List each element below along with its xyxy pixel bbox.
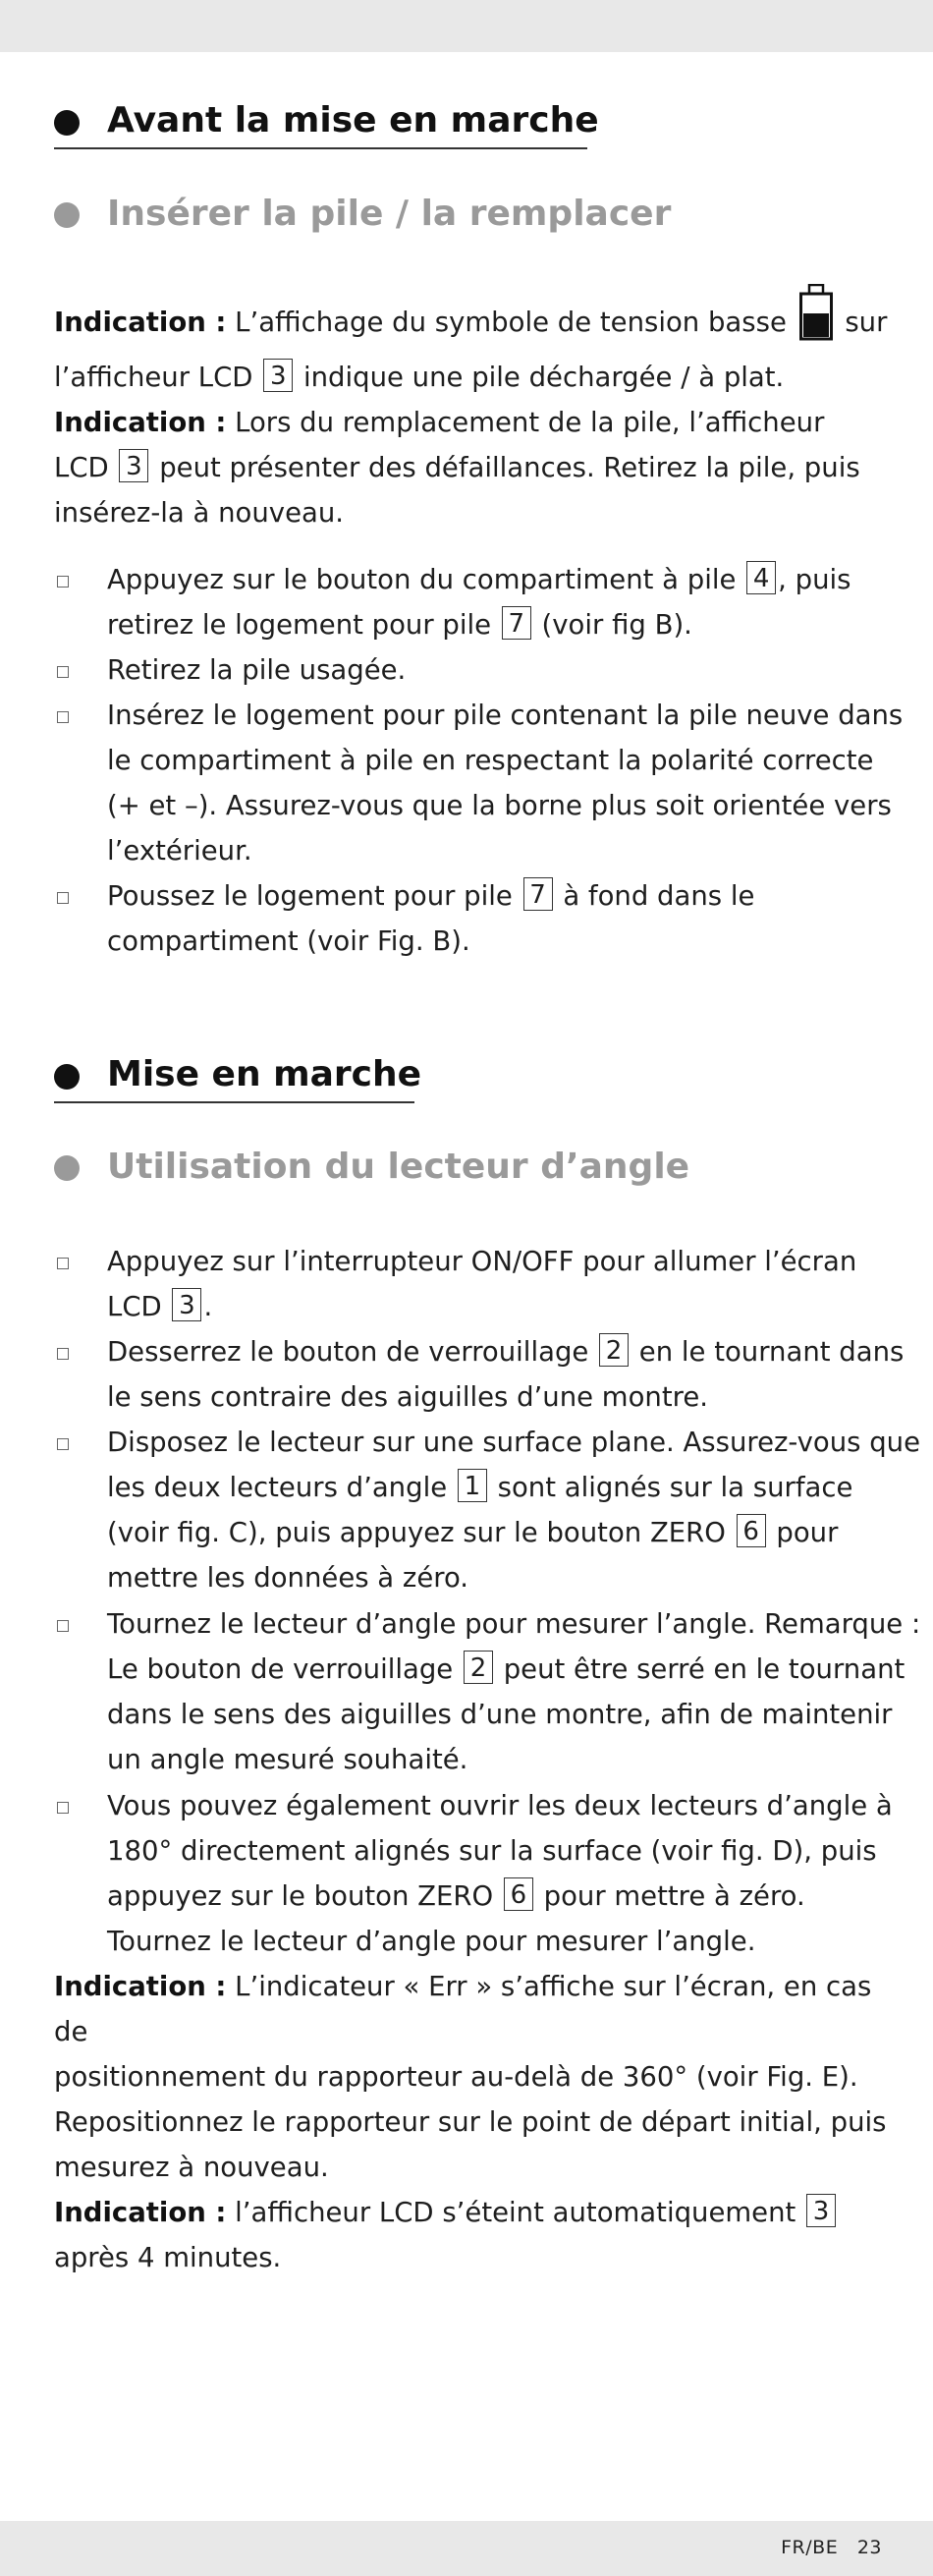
ref-3: 3: [119, 449, 148, 482]
heading-bullet-icon: [54, 110, 80, 136]
checkbox-bullet-icon: [57, 576, 69, 588]
ref-3: 3: [172, 1288, 201, 1321]
checkbox-bullet-icon: [57, 1802, 69, 1814]
ref-3: 3: [806, 2194, 836, 2227]
checkbox-bullet-icon: [57, 1438, 69, 1450]
subheading-bullet-icon: [54, 1155, 80, 1181]
subheading-title: Utilisation du lecteur d’angle: [107, 1147, 690, 1187]
heading-title: Avant la mise en marche: [107, 100, 599, 140]
indication-label: Indication :: [54, 2197, 227, 2228]
heading-underline: [54, 1101, 414, 1103]
checkbox-bullet-icon: [57, 1258, 69, 1269]
checkbox-bullet-icon: [57, 1620, 69, 1632]
ref-2: 2: [599, 1333, 629, 1367]
heading-underline: [54, 147, 587, 149]
checkbox-bullet-icon: [57, 711, 69, 723]
heading-avant-mise-en-marche: [54, 96, 599, 149]
indication-err: Indication : L’indicateur « Err » s’affiche sur l’écran, en cas de positionnement du rapporteur au-delà de 360° (voir Fig. E). Repositionnez le rapporteur sur le point de départ initial, puis mesurez à nouveau. Indication : l’afficheur LCD s’éteint automatiquement 3 après 4 minutes.: [54, 1971, 887, 2273]
top-bar: [0, 0, 933, 52]
low-battery-icon: [799, 284, 833, 355]
heading-bullet-icon: [54, 1064, 80, 1090]
subheading-bullet-icon: [54, 202, 80, 228]
checkbox-bullet-icon: [57, 1348, 69, 1360]
subheading-inserer-pile: [54, 190, 692, 239]
heading-title: Mise en marche: [107, 1054, 422, 1094]
indication-label: Indication :: [54, 307, 227, 338]
subheading-utilisation: [54, 1143, 741, 1192]
subheading-title: Insérer la pile / la remplacer: [107, 194, 672, 234]
page-number: FR/BE 23: [781, 2537, 882, 2558]
ref-4: 4: [746, 561, 776, 594]
ref-1: 1: [458, 1469, 487, 1502]
ref-2: 2: [464, 1651, 493, 1684]
indication-low-battery: Indication : L’affichage du symbole de tension basse sur l’afficheur LCD 3 indique une pile déchargée / à plat. Indication : Lors du remplacement de la pile, l’afficheur LCD 3 peut présenter des défaillances. Retirez la pile, puis insérez-la à nouveau.: [54, 284, 889, 535]
heading-mise-en-marche: [54, 1050, 422, 1103]
ref-3: 3: [263, 359, 293, 392]
ref-6: 6: [737, 1514, 766, 1547]
checkbox-bullet-icon: [57, 892, 69, 904]
indication-label: Indication :: [54, 407, 227, 438]
ref-7: 7: [502, 606, 531, 640]
indication-label: Indication :: [54, 1971, 227, 2002]
ref-7: 7: [523, 877, 553, 911]
ref-6: 6: [504, 1877, 533, 1911]
checkbox-bullet-icon: [57, 666, 69, 678]
